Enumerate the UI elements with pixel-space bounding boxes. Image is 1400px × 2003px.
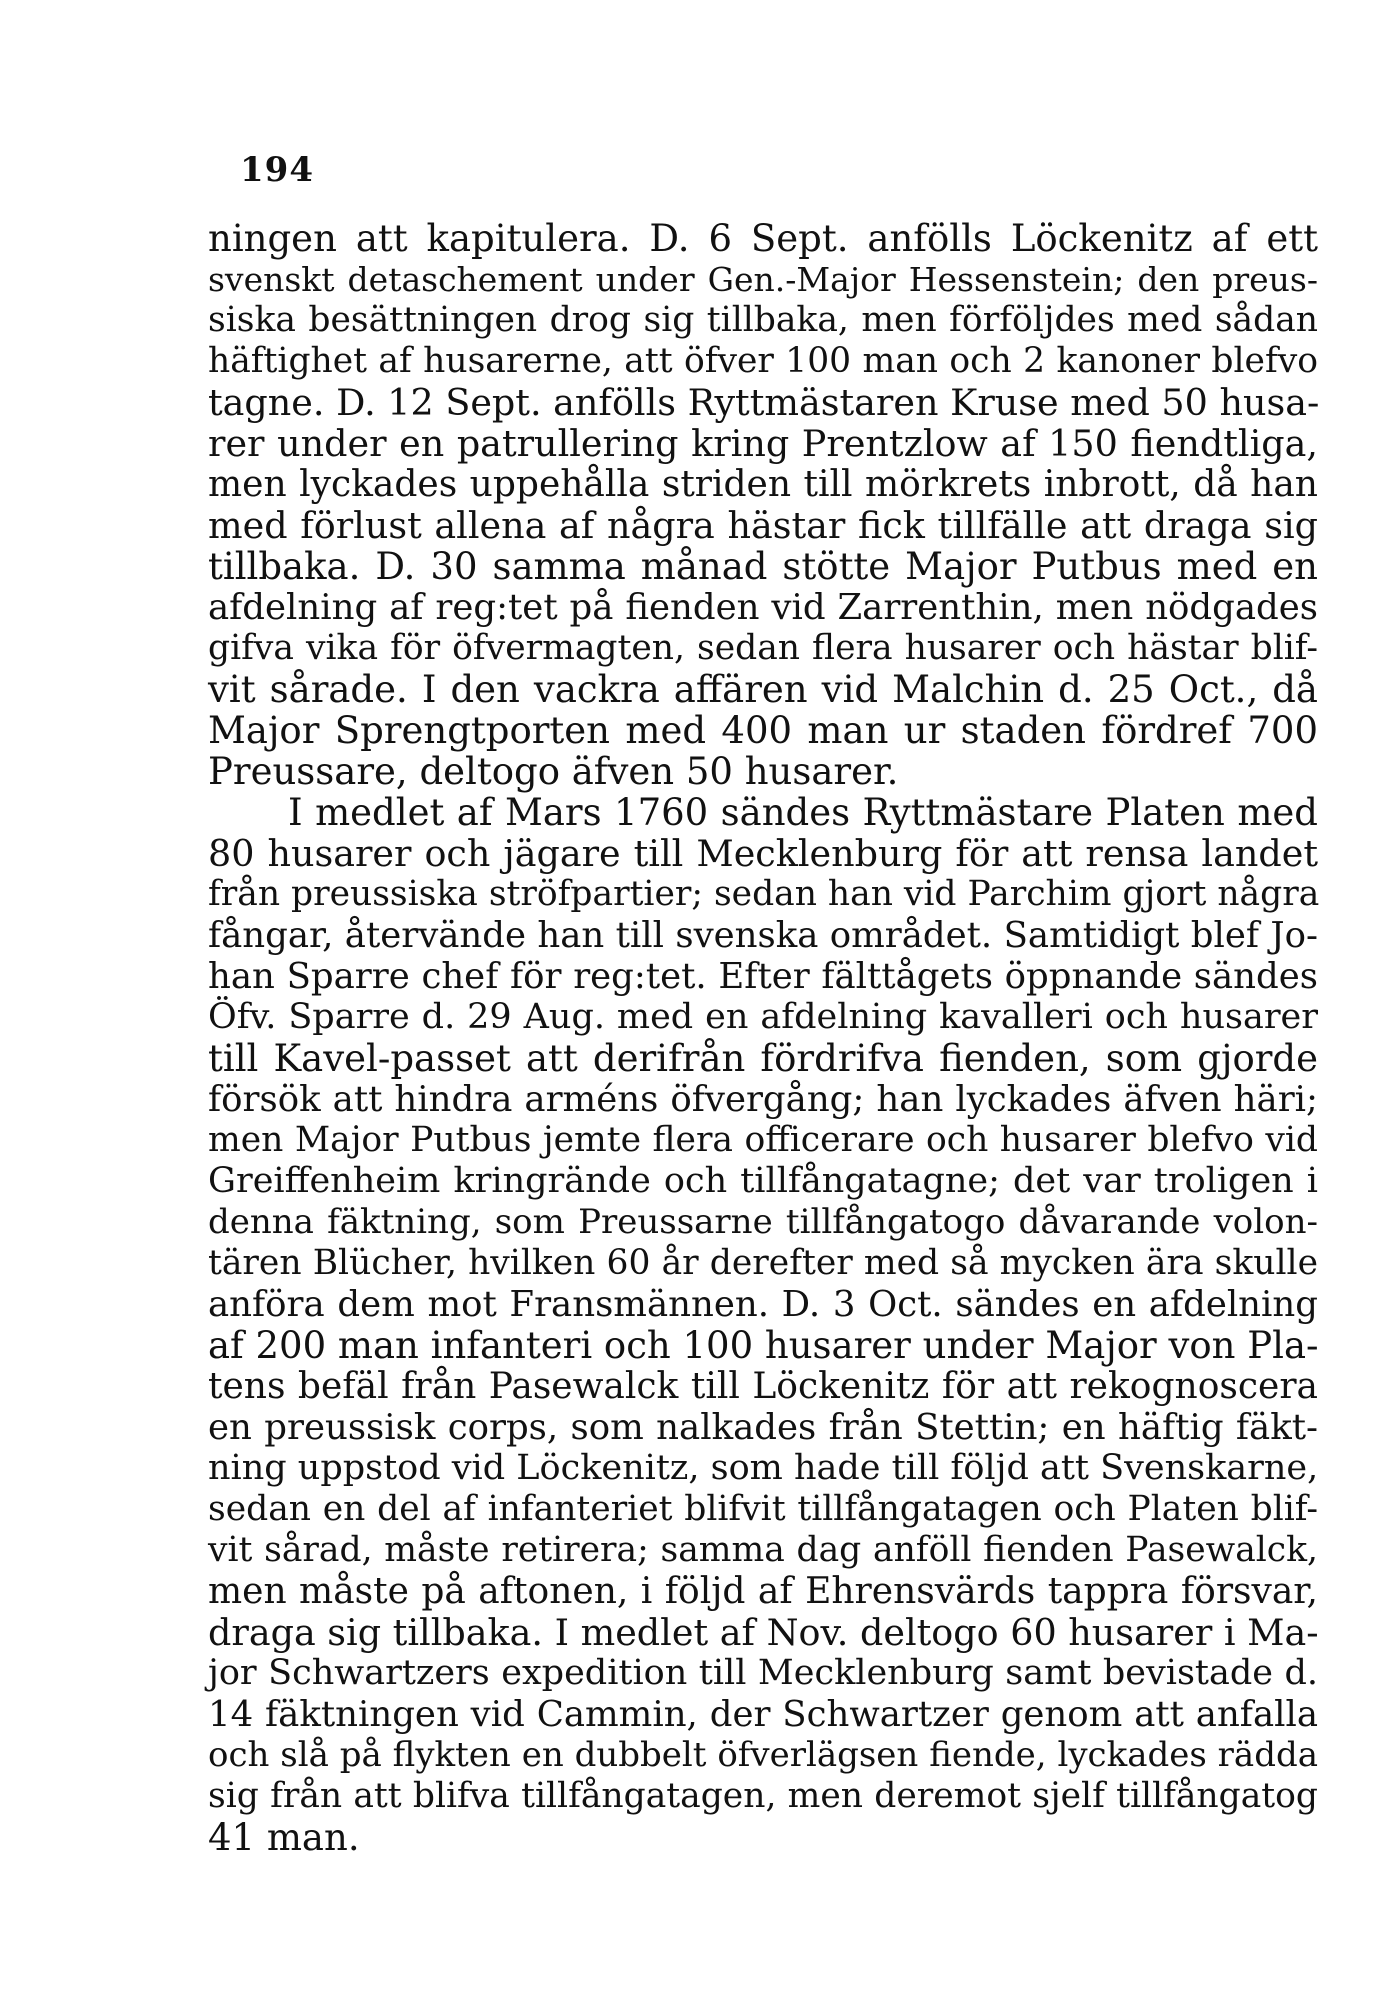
text-line: draga sig tillbaka. I medlet af Nov. deltogo 60 husarer i Ma- <box>208 1611 1319 1654</box>
text-line: häftighet af husarerne, att öfver 100 man och 2 kanoner blefvo <box>208 341 1318 381</box>
text-line: från preussiska ströfpartier; sedan han vid Parchim gjort några <box>208 874 1320 914</box>
text-line: Preussare, deltogo äfven 50 husarer. <box>208 750 899 793</box>
text-line: tillbaka. D. 30 samma månad stötte Major Putbus med en <box>208 545 1318 588</box>
text-line: siska besättningen drog sig tillbaka, men förföljdes med sådan <box>208 300 1318 340</box>
text-line: Greiffenheim kringrände och tillfångatagne; det var troligen i <box>208 1161 1318 1201</box>
text-line: sedan en del af infanteriet blifvit tillfångatagen och Platen blif- <box>208 1489 1318 1529</box>
text-line: svenskt detaschement under Gen.-Major Hessenstein; den preus- <box>208 260 1318 299</box>
body-text <box>208 218 1318 1858</box>
text-line: af 200 man infanteri och 100 husarer under Major von Pla- <box>208 1324 1319 1367</box>
text-line: vit sårade. I den vackra affären vid Malchin d. 25 Oct., då <box>208 668 1318 711</box>
text-line: tagne. D. 12 Sept. anfölls Ryttmästaren Kruse med 50 husa- <box>208 381 1320 424</box>
text-line: anföra dem mot Fransmännen. D. 3 Oct. sändes en afdelning <box>208 1284 1318 1325</box>
text-line: han Sparre chef för reg:tet. Efter fälttågets öppnande sändes <box>208 956 1318 997</box>
text-line: till Kavel-passet att derifrån fördrifva fienden, som gjorde <box>208 1037 1318 1080</box>
text-line: tären Blücher, hvilken 60 år derefter med så mycken ära skulle <box>208 1243 1318 1283</box>
text-line: men lyckades uppehålla striden till mörkrets inbrott, då han <box>208 464 1318 505</box>
text-line: försök att hindra arméns öfvergång; han lyckades äfven häri; <box>208 1079 1318 1120</box>
text-line: jor Schwartzers expedition till Mecklenburg samt bevistade d. <box>208 1653 1318 1693</box>
text-line: men måste på aftonen, i följd af Ehrensvärds tappra försvar, <box>208 1571 1318 1612</box>
page-number: 194 <box>240 150 314 190</box>
text-line: gifva vika för öfvermagten, sedan flera husarer och hästar blif- <box>208 628 1318 668</box>
text-line: denna fäktning, som Preussarne tillfångatogo dåvarande volon- <box>208 1202 1318 1242</box>
text-line: fångar, återvände han till svenska området. Samtidigt blef Jo- <box>208 915 1318 956</box>
text-line: 80 husarer och jägare till Mecklenburg för att rensa landet <box>208 832 1318 875</box>
text-line: vit sårad, måste retirera; samma dag anföll fienden Pasewalck, <box>208 1530 1318 1570</box>
text-line: och slå på flykten en dubbelt öfverlägsen fiende, lyckades rädda <box>208 1735 1318 1775</box>
text-line: ningen att kapitulera. D. 6 Sept. anfölls Löckenitz af ett <box>208 217 1318 260</box>
text-line: rer under en patrullering kring Prentzlow af 150 fiendtliga, <box>208 422 1318 465</box>
text-line: med förlust allena af några hästar fick tillfälle att draga sig <box>208 504 1318 547</box>
text-line: Öfv. Sparre d. 29 Aug. med en afdelning kavalleri och husarer <box>208 997 1318 1037</box>
text-line: ning uppstod vid Löckenitz, som hade till följd att Svenskarne, <box>208 1448 1319 1488</box>
text-line: I medlet af Mars 1760 sändes Ryttmästare Platen med <box>288 791 1318 834</box>
text-line: sig från att blifva tillfångatagen, men deremot sjelf tillfångatog <box>208 1776 1318 1816</box>
text-line: 14 fäktningen vid Cammin, der Schwartzer genom att anfalla <box>208 1694 1318 1735</box>
text-line: men Major Putbus jemte flera officerare och husarer blefvo vid <box>208 1120 1318 1160</box>
text-line: 41 man. <box>208 1816 360 1859</box>
text-line: tens befäl från Pasewalck till Löckenitz för att rekognoscera <box>208 1366 1318 1407</box>
text-line: en preussisk corps, som nalkades från Stettin; en häftig fäkt- <box>208 1407 1318 1448</box>
text-line: Major Sprengtporten med 400 man ur staden fördref 700 <box>208 709 1318 752</box>
text-line: afdelning af reg:tet på fienden vid Zarrenthin, men nödgades <box>208 587 1318 628</box>
